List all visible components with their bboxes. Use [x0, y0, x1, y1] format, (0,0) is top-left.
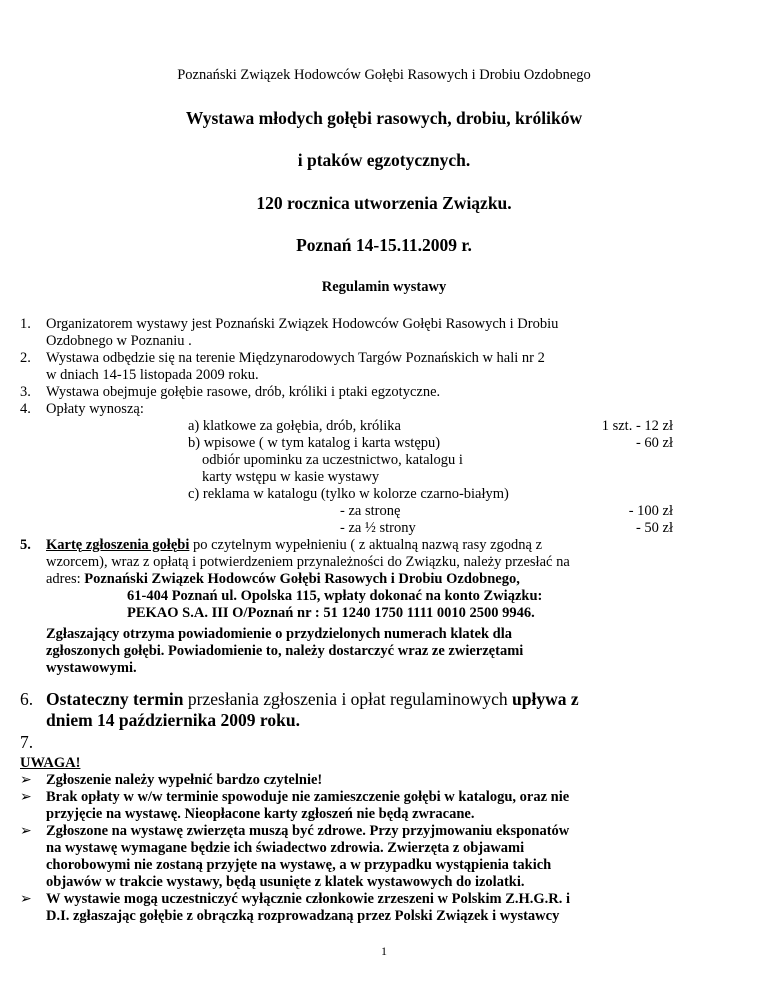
item5-line1-rest: po czytelnym wypełnieniu ( z aktualną nazwą rasy zgodną z [189, 537, 543, 553]
item-number: 3. [20, 384, 31, 400]
fee-b-note: odbiór upominku za uczestnictwo, katalogu i [202, 452, 463, 468]
bank-account: PEKAO S.A. III O/Poznań nr : 51 1240 1750 1111 0010 2500 9946. [127, 605, 535, 621]
item-number: 1. [20, 316, 31, 332]
deadline-text: przesłania zgłoszenia i opłat regulaminowych [183, 689, 513, 709]
item-text: Wystawa odbędzie się na terenie Międzynarodowych Targów Poznańskich w hali nr 2 [46, 350, 545, 366]
warning-line: na wystawę wymagane będzie ich świadectwo zdrowia. Zwierzęta z objawami [46, 840, 525, 856]
item-text: Wystawa obejmuje gołębie rasowe, drób, króliki i ptaki egzotyczne. [46, 384, 441, 400]
page-number: 1 [381, 944, 387, 958]
address-prefix: adres: [46, 571, 85, 587]
bullet-arrow-icon: ➢ [20, 891, 32, 907]
warning-line: objawów w trakcie wystawy, będą usunięte z klatek wystawowych do izolatki. [46, 874, 525, 890]
item5-line2: wzorcem), wraz z opłatą i potwierdzeniem przynależności do Związku, należy przesłać na [46, 554, 570, 570]
fee-b-note: karty wstępu w kasie wystawy [202, 469, 380, 485]
warning-line: przyjęcie na wystawę. Nieopłacone karty zgłoszeń nie będą zwracane. [46, 806, 475, 822]
address-org: Poznański Związek Hodowców Gołębi Rasowych i Drobiu Ozdobnego, [84, 571, 520, 587]
bullet-arrow-icon: ➢ [20, 772, 32, 788]
item-number: 5. [20, 537, 31, 553]
notice-line: wystawowymi. [46, 660, 137, 676]
warning-line: D.I. zgłaszając gołębie z obrączką rozprowadzaną przez Polski Związek i wystawcy [46, 908, 560, 924]
organization-name: Poznański Związek Hodowców Gołębi Rasowych i Drobiu Ozdobnego [177, 67, 591, 83]
item-text: w dniach 14-15 listopada 2009 roku. [46, 367, 259, 383]
fee-c-label: c) reklama w katalogu (tylko w kolorze czarno-białym) [188, 486, 509, 502]
item-number: 7. [20, 732, 34, 752]
item-number: 6. [20, 689, 34, 709]
fee-a-label: a) klatkowe za gołębia, drób, królika [188, 418, 401, 434]
fee-c-half-value: - 50 zł [635, 520, 673, 536]
notice-line: Zgłaszający otrzyma powiadomienie o przydzielonych numerach klatek dla [46, 626, 512, 642]
deadline-expires: upływa z [512, 689, 579, 709]
warning-line: Zgłoszenie należy wypełnić bardzo czytelnie! [46, 772, 323, 788]
item5-line1 [46, 537, 542, 554]
item6-line1 [46, 688, 579, 710]
entry-form-link-text: Kartę zgłoszenia gołębi [46, 537, 190, 553]
place-date: Poznań 14-15.11.2009 r. [296, 235, 472, 255]
warning-line: Brak opłaty w w/w terminie spowoduje nie zamieszczenie gołębi w katalogu, oraz nie [46, 789, 570, 805]
fee-b-value: - 60 zł [635, 435, 673, 451]
bullet-arrow-icon: ➢ [20, 823, 32, 839]
deadline-date: dniem 14 października 2009 roku. [46, 710, 300, 730]
exhibition-title-line2: i ptaków egzotycznych. [297, 150, 471, 170]
deadline-label: Ostateczny termin [46, 689, 184, 709]
fee-c-half-label: - za ½ strony [340, 520, 416, 536]
item-number: 4. [20, 401, 31, 417]
fee-b-label: b) wpisowe ( w tym katalog i karta wstępu) [188, 435, 441, 451]
warning-line: chorobowymi nie zostaną przyjęte na wystawę, a w przypadku wystąpienia takich [46, 857, 552, 873]
bullet-arrow-icon: ➢ [20, 789, 32, 805]
warning-line: W wystawie mogą uczestniczyć wyłącznie członkowie zrzeszeni w Polskim Z.H.G.R. i [46, 891, 571, 907]
rules-title: Regulamin wystawy [321, 279, 447, 295]
item-number: 2. [20, 350, 31, 366]
fee-c-page-label: - za stronę [340, 503, 401, 519]
fee-c-page-value: - 100 zł [628, 503, 673, 519]
exhibition-title-line1: Wystawa młodych gołębi rasowych, drobiu, królików [185, 108, 583, 128]
fee-a-value: 1 szt. - 12 zł [601, 418, 673, 434]
anniversary-line: 120 rocznica utworzenia Związku. [256, 193, 512, 213]
address-street: 61-404 Poznań ul. Opolska 115, wpłaty dokonać na konto Związku: [127, 588, 543, 604]
item-text: Opłaty wynoszą: [46, 401, 144, 417]
warning-title: UWAGA! [20, 755, 81, 771]
warning-line: Zgłoszone na wystawę zwierzęta muszą być zdrowe. Przy przyjmowaniu eksponatów [46, 823, 570, 839]
notice-line: zgłoszonych gołębi. Powiadomienie to, należy dostarczyć wraz ze zwierzętami [46, 643, 524, 659]
item-text: Ozdobnego w Poznaniu . [46, 333, 192, 349]
item-text: Organizatorem wystawy jest Poznański Związek Hodowców Gołębi Rasowych i Drobiu [46, 316, 559, 332]
item5-line3 [46, 571, 520, 588]
